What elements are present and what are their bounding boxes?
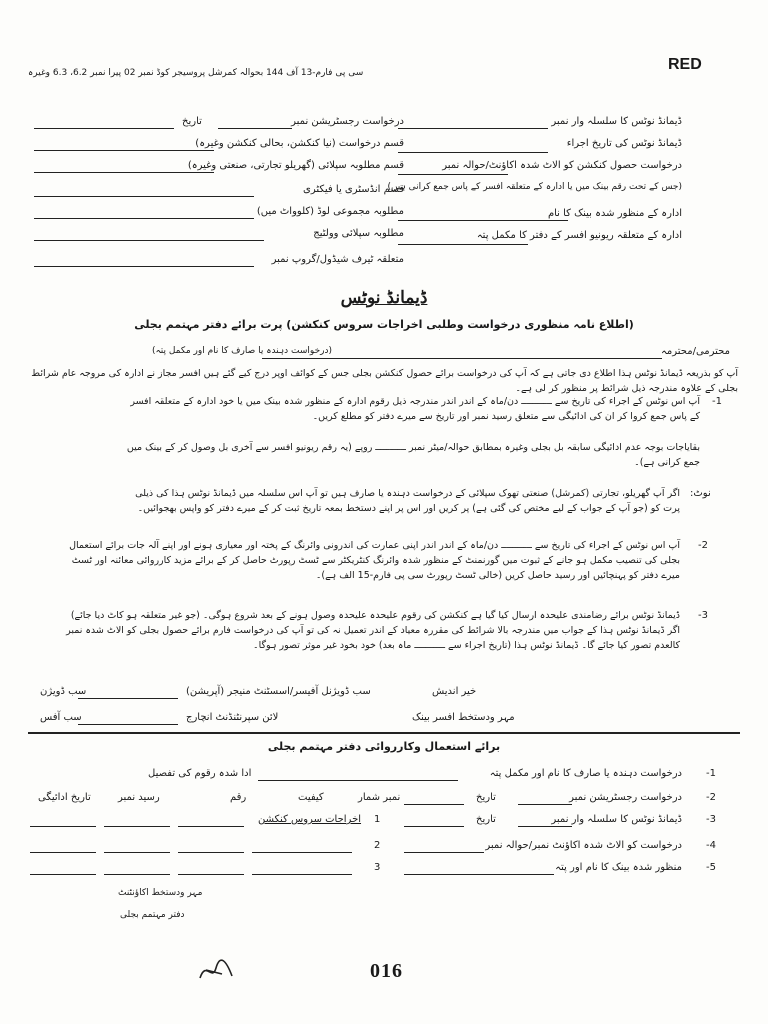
field-issue-date: ڈیمانڈ نوٹس کی تاریخ اجراء bbox=[566, 138, 682, 149]
office-row-1-label: درخواست دہندہ یا صارف کا نام اور مکمل پتہ bbox=[489, 768, 682, 779]
signature-scribble bbox=[196, 956, 236, 986]
office-row-5-number: -5 bbox=[706, 862, 716, 873]
well-wisher-label: خیر اندیش bbox=[432, 686, 477, 697]
field-date-line[interactable] bbox=[34, 128, 174, 129]
field-account-no: درخواست حصول کنکشن کو الاٹ شدہ اکاؤنٹ/حوالہ نمبر bbox=[442, 160, 682, 171]
field-registration-no: درخواست رجسٹریشن نمبر bbox=[291, 116, 404, 127]
field-demand-serial-line[interactable] bbox=[398, 128, 548, 129]
table-row-3-number: 3 bbox=[374, 862, 381, 873]
page-subtitle: (اطلاع نامہ منظوری درخواست وطلبی اخراجات سروس کنکشن) پرت برائے دفتر مہتمم بجلی bbox=[134, 318, 634, 331]
col-payment-date: تاریخ ادائیگی bbox=[38, 792, 91, 803]
page-number: 016 bbox=[370, 960, 403, 982]
note-text: اگر آپ گھریلو، تجارتی (کمرشل) صنعتی تھوک سپلائی کے درخواست دہندہ یا صارف ہیں تو آپ اس سلسلہ میں ڈیمانڈ نوٹس ہذا کی ذیلی پرت کو (جو آپ کے جواب کے لیے مختص کی گئی ہے) پر کریں اور اس پر اپنے دستخط بمعہ تاریخ ثبت کر کے میرے دفتر کو واپس بھجوائیں۔ bbox=[135, 488, 680, 514]
field-request-type-line[interactable] bbox=[34, 150, 214, 151]
item-2-number: -2 bbox=[698, 540, 708, 551]
table-row-2-amount[interactable] bbox=[178, 852, 244, 853]
field-revenue-office-line[interactable] bbox=[398, 244, 528, 245]
table-row-1-amount[interactable] bbox=[178, 826, 244, 827]
table-row-2-number: 2 bbox=[374, 840, 381, 851]
line-super-label: لائن سپرنٹنڈنٹ انچارج bbox=[186, 712, 279, 723]
field-issue-date-line[interactable] bbox=[398, 152, 548, 153]
field-demand-serial: ڈیمانڈ نوٹس کا سلسلہ وار نمبر bbox=[551, 116, 682, 127]
table-row-3-receipt[interactable] bbox=[104, 874, 170, 875]
field-revenue-office: ادارہ کے متعلقہ ریونیو افسر کے دفتر کا مکمل پتہ bbox=[476, 230, 682, 241]
office-row-3-number: -3 bbox=[706, 814, 716, 825]
office-row-3-line[interactable] bbox=[518, 826, 572, 827]
item-1b-text: بقایاجات بوجہ عدم ادائیگی سابقہ بل بجلی وغیرہ بمطابق حوالہ/میٹر نمبر ـــــــــــ روپے (یہ رقم ریونیو افسر سے آخری بل وصول کر کے بینک میں جمع کرانی ہے)۔ bbox=[126, 442, 700, 468]
office-row-5-label: منظور شدہ بینک کا نام اور پتہ bbox=[555, 862, 682, 873]
office-row-2-number: -2 bbox=[706, 792, 716, 803]
field-supply-voltage-line[interactable] bbox=[34, 240, 264, 241]
applicant-name-label: (درخواست دہندہ یا صارف کا نام اور مکمل پتہ) bbox=[152, 346, 332, 356]
field-bank-name-line[interactable] bbox=[398, 220, 568, 221]
office-section-title: برائے استعمال وکارروائی دفتر مہتمم بجلی bbox=[267, 740, 501, 753]
table-row-2-receipt[interactable] bbox=[104, 852, 170, 853]
field-industry-type-line[interactable] bbox=[34, 196, 254, 197]
item-3-text: ڈیمانڈ نوٹس برائے رضامندی علیحدہ ارسال کیا گیا ہے کنکشن کی رقوم علیحدہ علیحدہ وصول ہونے کے بعد شروع ہوگی۔ (جو غیر متعلقہ ہو کاٹ دیا جائے) اگر ڈیمانڈ نوٹس ہذا کے جواب میں مندرجہ بالا شرائط کی مقررہ معیاد کے اندر تعمیل نہ کی تو آپ کی درخواست فارم برائے حصول بجلی کو الاٹ شدہ نمبر کالعدم تصور کیا جائے گا۔ ڈیمانڈ نوٹس ہذا (تاریخ اجراء سے ـــــــــــ ماہ بعد) خود بخود غیر موثر تصور ہوگا۔ bbox=[66, 610, 680, 651]
office-row-2-line[interactable] bbox=[518, 804, 572, 805]
applicant-name-line[interactable] bbox=[262, 358, 662, 359]
col-serial: نمبر شمار bbox=[358, 792, 401, 803]
field-tariff-line[interactable] bbox=[34, 266, 254, 267]
accountant-stamp-line1: مہر ودستخط اکاؤنٹنٹ bbox=[118, 888, 203, 898]
office-row-5-line[interactable] bbox=[404, 874, 554, 875]
intro-paragraph: آپ کو بذریعہ ڈیمانڈ نوٹس ہذا اطلاع دی جاتی ہے کہ آپ کی درخواست برائے حصول کنکشن بجلی جس کے کوائف اوپر درج کیے گئے ہیں افسر مجاز نے ادارہ کی مروجہ عام شرائط بجلی کے علاوہ مندرجہ ذیل شرائط پر منظور کر لی ہے۔ bbox=[31, 368, 738, 394]
payment-details-label: ادا شدہ رقوم کی تفصیل bbox=[148, 768, 252, 779]
col-amount: رقم bbox=[230, 792, 247, 803]
office-row-3-date: تاریخ bbox=[476, 814, 496, 825]
sub-office-label: سب آفس bbox=[40, 712, 82, 723]
sub-division-line[interactable] bbox=[78, 698, 178, 699]
item-1-number: -1 bbox=[712, 396, 722, 407]
item-1-text: آپ اس نوٹس کے اجراء کی تاریخ سے ـــــــــــ دن/ماہ کے اندر اندر مندرجہ ذیل رقوم ادارہ کے منظور شدہ بینک میں یا خود ادارہ کے متعلقہ افسر کے پاس جمع کروا کر ان کی ادائیگی سے متعلق رسید نمبر اور تاریخ سے میرے دفتر کو مطلع کریں۔ bbox=[130, 396, 700, 422]
col-remarks: کیفیت bbox=[298, 792, 324, 803]
office-row-4-label: درخواست کو الاٹ شدہ اکاؤنٹ نمبر/حوالہ نمبر bbox=[485, 840, 682, 851]
field-account-no-line[interactable] bbox=[398, 174, 508, 175]
sdo-label: سب ڈویژنل آفیسر/اسسٹنٹ منیجر (آپریشن) bbox=[186, 686, 371, 697]
table-row-1-date[interactable] bbox=[30, 826, 96, 827]
table-row-2-date[interactable] bbox=[30, 852, 96, 853]
table-row-1-receipt[interactable] bbox=[104, 826, 170, 827]
office-row-1-number: -1 bbox=[706, 768, 716, 779]
field-supply-type: قسم مطلوبہ سپلائی (گھریلو تجارتی، صنعتی وغیرہ) bbox=[187, 160, 404, 171]
section-divider bbox=[28, 732, 740, 734]
field-request-type: قسم درخواست (نیا کنکشن، بحالی کنکشن وغیرہ) bbox=[195, 138, 404, 149]
salutation: محترمی/محترمہ bbox=[661, 346, 730, 357]
table-row-2-remarks[interactable] bbox=[252, 852, 352, 853]
field-account-note: (جس کے تحت رقم بینک میں یا ادارہ کے متعلقہ افسر کے پاس جمع کرانی ہیں) bbox=[387, 182, 682, 192]
table-row-1-number: 1 bbox=[374, 814, 381, 825]
sub-office-line[interactable] bbox=[78, 724, 178, 725]
office-row-2-date: تاریخ bbox=[476, 792, 496, 803]
sub-division-label: سب ڈویژن bbox=[40, 686, 87, 697]
field-total-load-line[interactable] bbox=[34, 218, 254, 219]
table-row-1-label: اخراجات سروس کنکشن bbox=[258, 814, 362, 825]
office-row-4-number: -4 bbox=[706, 840, 716, 851]
table-row-3-date[interactable] bbox=[30, 874, 96, 875]
office-row-4-line[interactable] bbox=[404, 852, 484, 853]
field-date-label: تاریخ bbox=[182, 116, 202, 127]
office-row-3-label: ڈیمانڈ نوٹس کا سلسلہ وار نمبر bbox=[551, 814, 682, 825]
col-receipt: رسید نمبر bbox=[118, 792, 160, 803]
red-label: RED bbox=[668, 56, 702, 73]
item-3-number: -3 bbox=[698, 610, 708, 621]
bank-stamp-label: مہر ودستخط افسر بینک bbox=[412, 712, 515, 723]
form-reference: سی پی فارم-13 آف 144 بحوالہ کمرشل پروسیجر کوڈ نمبر 02 پیرا نمبر 6.2، 6.3 وغیرہ bbox=[28, 68, 364, 78]
office-row-1-line[interactable] bbox=[258, 780, 458, 781]
field-tariff: متعلقہ ٹیرف شیڈول/گروپ نمبر bbox=[271, 254, 404, 265]
field-supply-type-line[interactable] bbox=[34, 172, 214, 173]
accountant-stamp-line2: دفتر مہتمم بجلی bbox=[120, 910, 185, 920]
table-row-3-remarks[interactable] bbox=[252, 874, 352, 875]
office-row-3-date-line[interactable] bbox=[404, 826, 464, 827]
field-supply-voltage: مطلوبہ سپلائی وولٹیج bbox=[313, 228, 404, 239]
item-2-text: آپ اس نوٹس کے اجراء کی تاریخ سے ـــــــــــ دن/ماہ کے اندر اندر اپنی عمارت کی اندرونی وائرنگ کے پختہ اور معیاری ہونے اور اپنے آلہ جات برائے استعمال بجلی کی تنصیب مکمل ہو جانے کے ثبوت میں گورنمنٹ کے منظور شدہ وائرنگ کنٹریکٹر سے ٹسٹ رپورٹ حاصل کر کے برائے مزید کارروائی معائنہ اور ٹسٹ میرے دفتر کو پہنچائیں اور رسید حاصل کریں (خالی ٹسٹ رپورٹ سی پی فارم-15 الف ہے)۔ bbox=[69, 540, 680, 581]
field-bank-name: ادارہ کے منظور شدہ بینک کا نام bbox=[547, 208, 682, 219]
note-label: نوٹ: bbox=[690, 488, 711, 499]
field-total-load: مطلوبہ مجموعی لوڈ (کلوواٹ میں) bbox=[256, 206, 404, 217]
page-title: ڈیمانڈ نوٹس bbox=[340, 288, 428, 308]
office-row-2-date-line[interactable] bbox=[404, 804, 464, 805]
field-registration-line[interactable] bbox=[218, 128, 292, 129]
office-row-2-label: درخواست رجسٹریشن نمبر bbox=[569, 792, 682, 803]
table-row-3-amount[interactable] bbox=[178, 874, 244, 875]
field-industry-type: قسم انڈسٹری یا فیکٹری bbox=[303, 184, 404, 195]
